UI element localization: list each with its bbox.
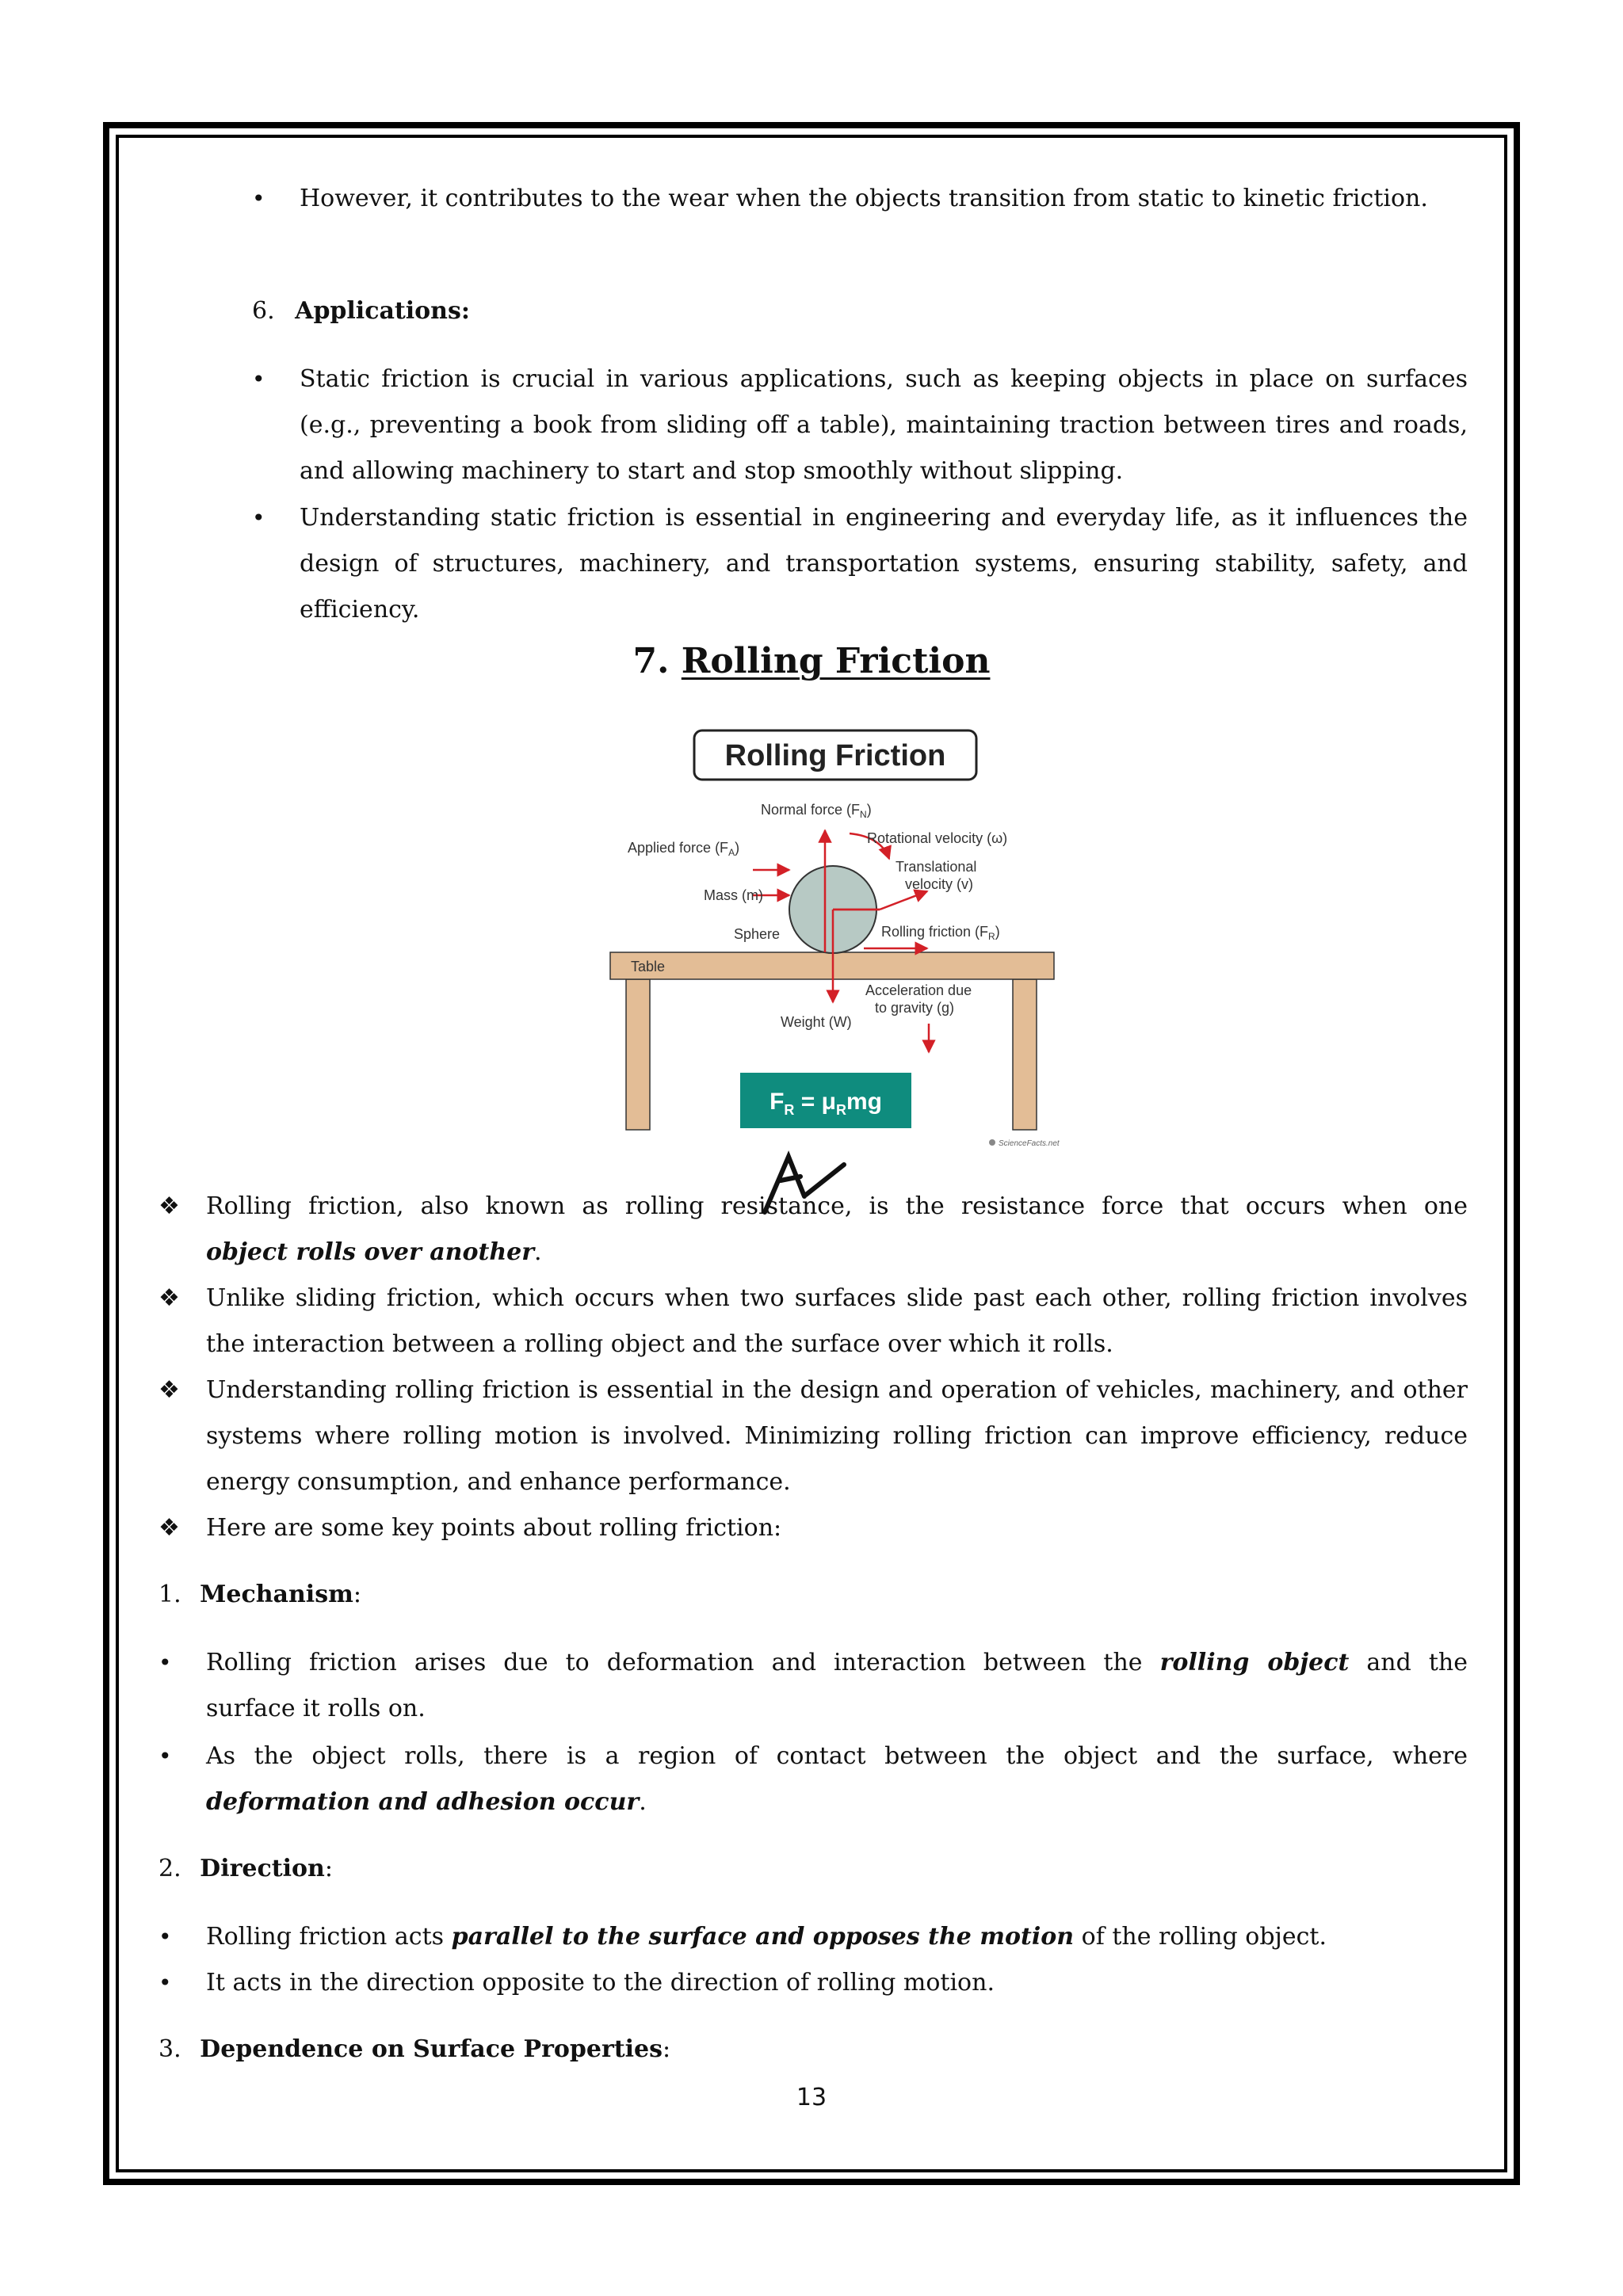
direction-number: 2. bbox=[158, 1855, 181, 1882]
applications-title: Applications: bbox=[295, 297, 470, 325]
surface-number: 3. bbox=[158, 2035, 181, 2063]
credit-logo-icon bbox=[989, 1139, 995, 1146]
direction-b2: It acts in the direction opposite to the direction of rolling motion. bbox=[206, 1969, 995, 1997]
rolling-p4: Here are some key points about rolling friction: bbox=[206, 1514, 782, 1542]
table-leg-left bbox=[626, 979, 650, 1130]
applications-number: 6. bbox=[252, 297, 275, 325]
mechanism-b2-line1: As the object rolls, there is a region of contact between the object and the surface, where bbox=[206, 1742, 1468, 1770]
label-normal-force: Normal force $(F_N)$ bbox=[761, 802, 872, 820]
bullet-marker bbox=[252, 357, 265, 402]
translational-velocity-arrow bbox=[880, 891, 927, 910]
diamond-bullet-icon: ❖ bbox=[158, 1514, 180, 1542]
figure-credit: ScienceFacts.net bbox=[999, 1139, 1060, 1148]
bullet-marker bbox=[158, 1640, 172, 1686]
emphasis-deformation: deformation and adhesion occur bbox=[206, 1788, 640, 1816]
wear-bullet-text: However, it contributes to the wear when the objects transition from static to kinetic friction. bbox=[300, 185, 1428, 212]
diamond-bullet-icon: ❖ bbox=[158, 1192, 180, 1220]
applications-heading bbox=[252, 288, 470, 334]
applications-bullet-2: Understanding static friction is essential in engineering and everyday life, as it influences the design of structures, machinery, and transportation systems, ensuring stability, safety, and efficiency. bbox=[300, 504, 1468, 624]
emphasis-rolling-object: rolling object bbox=[1159, 1649, 1350, 1676]
bullet-marker bbox=[158, 1733, 172, 1779]
figure-title: Rolling Friction bbox=[724, 739, 946, 772]
label-acceleration-1: Acceleration due bbox=[865, 982, 972, 998]
surface-heading bbox=[158, 2027, 670, 2073]
label-translational-1: Translational bbox=[896, 859, 977, 875]
label-acceleration-2: to gravity (g) bbox=[875, 1000, 955, 1016]
bullet-marker bbox=[252, 495, 265, 541]
mechanism-title: Mechanism bbox=[200, 1581, 353, 1608]
section-number: 7. bbox=[632, 641, 670, 681]
mechanism-b1-line2: surface it rolls on. bbox=[206, 1695, 426, 1722]
rolling-p1-line1: Rolling friction, also known as rolling resistance, is the resistance force that occurs when one bbox=[206, 1192, 1468, 1220]
emphasis-parallel: parallel to the surface and opposes the motion bbox=[451, 1923, 1075, 1951]
label-rolling-friction: Rolling friction $(F_R)$ bbox=[881, 924, 1000, 942]
label-mass: Mass (m) bbox=[704, 887, 763, 903]
colon: : bbox=[353, 1581, 361, 1608]
page-number: 13 bbox=[796, 2084, 827, 2111]
mechanism-heading bbox=[158, 1572, 361, 1618]
rolling-p1-line2 bbox=[206, 1230, 1468, 1276]
direction-title: Direction bbox=[200, 1855, 325, 1882]
label-weight: Weight (W) bbox=[781, 1014, 852, 1030]
label-rotational-velocity: Rotational velocity (ω) bbox=[867, 830, 1008, 846]
direction-heading bbox=[158, 1846, 333, 1892]
bullet-marker bbox=[158, 1960, 172, 2006]
applications-bullet-1: Static friction is crucial in various applications, such as keeping objects in place on surfaces (e.g., preventing a book from sliding off a table), maintaining traction between tires and roads, and allowing machinery to start and stop smoothly without slipping. bbox=[300, 365, 1468, 485]
diamond-bullet-icon: ❖ bbox=[158, 1284, 180, 1312]
section-title-text: Rolling Friction bbox=[681, 641, 991, 681]
diamond-bullet-icon: ❖ bbox=[158, 1376, 180, 1404]
colon: : bbox=[324, 1855, 333, 1882]
mechanism-b2-line2: deformation and adhesion occur. bbox=[206, 1788, 647, 1816]
rolling-p3: Understanding rolling friction is essential in the design and operation of vehicles, machinery, and other systems where rolling motion is involved. Minimizing rolling friction can improve efficiency, reduce energy consumption, and enhance performance. bbox=[206, 1376, 1468, 1496]
table-leg-right bbox=[1013, 979, 1037, 1130]
rolling-friction-diagram bbox=[602, 721, 1078, 1165]
rolling-p2: Unlike sliding friction, which occurs when two surfaces slide past each other, rolling friction involves the interaction between a rolling object and the surface over which it rolls. bbox=[206, 1284, 1468, 1358]
formula-text: $F_R = \mu_Rmg$ bbox=[769, 1089, 882, 1118]
mechanism-number: 1. bbox=[158, 1581, 181, 1608]
emphasis-object-rolls: object rolls over another bbox=[206, 1238, 535, 1266]
section-title bbox=[0, 634, 1623, 689]
label-translational-2: velocity (v) bbox=[905, 876, 974, 892]
colon: : bbox=[663, 2035, 671, 2063]
label-applied-force: Applied force $(F_A)$ bbox=[628, 840, 740, 858]
direction-b1: Rolling friction acts parallel to the surface and opposes the motion of the rolling object. bbox=[206, 1923, 1327, 1951]
mechanism-b1-line1: Rolling friction arises due to deformation and interaction between the rolling object and the bbox=[206, 1649, 1468, 1676]
surface-title: Dependence on Surface Properties bbox=[200, 2035, 663, 2063]
bullet-marker bbox=[252, 176, 265, 222]
rolling-friction-figure bbox=[602, 721, 1078, 1165]
label-sphere: Sphere bbox=[734, 926, 781, 942]
bullet-marker bbox=[158, 1914, 172, 1960]
label-table: Table bbox=[631, 959, 666, 974]
period: . bbox=[534, 1238, 542, 1266]
